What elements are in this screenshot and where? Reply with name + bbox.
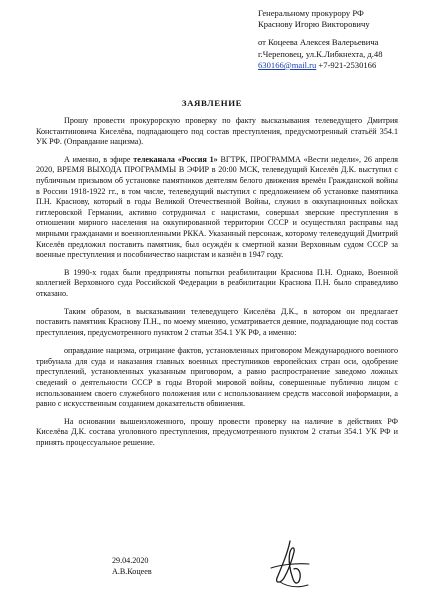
addressee-line-1: Генеральному прокурору РФ bbox=[258, 8, 364, 18]
broadcast-text-start: А именно, в эфире bbox=[64, 154, 134, 164]
document-title: ЗАЯВЛЕНИЕ bbox=[181, 98, 243, 108]
sender-address: г.Череповец, ул.К.Либкнехта, д.48 bbox=[258, 48, 383, 59]
signature-block bbox=[112, 555, 152, 577]
signer-name: А.В.Коцеев bbox=[112, 567, 152, 576]
paragraph-final-request: На основании вышеизложенного, прошу провести проверку на наличие в действиях РФ Киселёва Д.К. состава уголовного преступления, предусмотренного пунктом 2 статьи 354.1 УК РФ и принять процессуальное решение. bbox=[36, 416, 398, 448]
sender-phone: +7-921-2530166 bbox=[316, 59, 377, 70]
addressee-line-2: Краснову Игорю Викторовичу bbox=[258, 19, 370, 30]
email-link[interactable]: 630166@mail.ru bbox=[258, 59, 317, 70]
paragraph-rehabilitation: В 1990-х годах были предприняты попытки реабилитации Краснова П.Н. Однако, Военной коллегией Верховного суда Российской Федерации в реабилитации Краснова П.Н. было справедливо отказано. bbox=[36, 267, 398, 298]
paragraph-request: Прошу провести прокурорскую проверку по факту высказывания телеведущего Дмитрия Константиновича Киселёва, подпадающего под состав преступления, предусмотренный статьёй 354.1 УК РФ. (Оправдание нацизма). bbox=[36, 116, 398, 147]
sender-contacts bbox=[258, 60, 418, 71]
broadcast-text-rest: ВГТРК, ПРОГРАММА «Вести недели», 26 апреля 2020, ВРЕМЯ ВЫХОДА ПРОГРАММЫ В ЭФИР в 20:00 МСК, телеведущий Киселёв Д.К. выступил с публичным призывом об установке памятников деятелям белого движения времён Гражданской войны в России 1918-1922 гг., в том числе, телеведущий выступил с предложением об установке памятника П.Н. Краснову, который в годы Великой Отечественной Войны, служил в оккупационных войсках гитлеровской Германии, активно сотрудничал с нацистами, совершал зверские преступления в отношении мирного населения на оккупированной территории СССР и осуществлял расправы над мирными гражданами и военнопленными РККА. Указанный персонаж, которому телеведущий Дмитрий Киселёв предложил поставить памятник, был осуждён к смертной казни Верховным судом СССР за военные преступления и пособничество нацистам и казнён в 1947 году. bbox=[36, 154, 398, 260]
statement-body bbox=[36, 116, 398, 456]
channel-name: телеканала «Россия 1» bbox=[133, 154, 218, 164]
paragraph-broadcast bbox=[36, 155, 398, 261]
sender-name: от Коцеева Алексея Валерьевича bbox=[258, 37, 379, 48]
paragraph-conclusion: Таким образом, в высказывании телеведущего Киселёва Д.К., в котором он предлагает поставить памятник Краснову П.Н., по моему мнению, усматривается деяние, подпадающие под состав преступления, предусмотренного пунктом 2 статьи 354.1 УК РФ, а именно: bbox=[36, 306, 398, 337]
document-date: 29.04.2020 bbox=[112, 556, 149, 565]
paragraph-offense-description: оправдание нацизма, отрицание фактов, установленных приговором Международного военного трибунала для суда и наказания главных военных преступников европейских стран оси, одобрение преступлений, установленных указанным приговором, а равно распространение заведомо ложных сведений о деятельности СССР в годы Второй мировой войны, совершенные публично лицом с использованием своего служебного положения или с использованием средств массовой информации, а равно с искусственным созданием доказательств обвинения. bbox=[36, 346, 398, 409]
handwritten-signature bbox=[268, 538, 312, 590]
addressee-block bbox=[258, 8, 418, 71]
